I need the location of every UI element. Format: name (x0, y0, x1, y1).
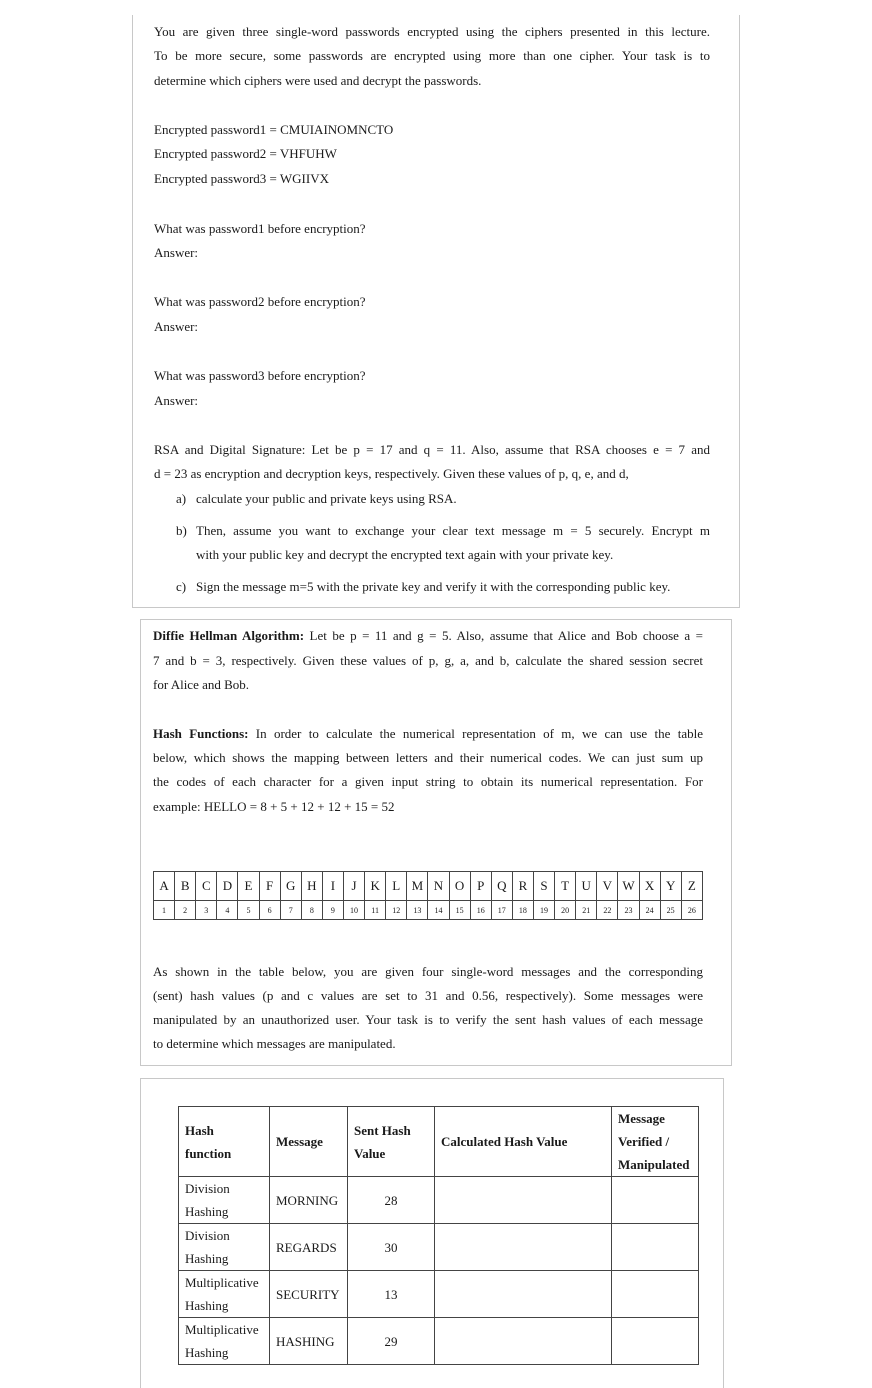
rsa-item-a: calculate your public and private keys using RSA. (196, 491, 457, 506)
verified-cell[interactable] (612, 1318, 699, 1365)
hash-intro-line: below, which shows the mapping between letters and their numerical codes. We can just sum up (153, 750, 703, 765)
letter-cell: T (555, 872, 576, 901)
rsa-item-b-cont: with your public key and decrypt the encrypted text again with your private key. (196, 547, 614, 562)
calculated-hash-cell[interactable] (435, 1318, 612, 1365)
letter-cell: K (365, 872, 386, 901)
code-cell: 3 (196, 901, 217, 920)
code-cell: 5 (238, 901, 259, 920)
hash-function-cell: Multiplicative Hashing (179, 1318, 270, 1365)
letter-cell: B (175, 872, 196, 901)
code-cell: 2 (175, 901, 196, 920)
rsa-item-marker: b) (176, 523, 187, 538)
letter-cell: E (238, 872, 259, 901)
verified-cell[interactable] (612, 1177, 699, 1224)
hash-task-line: to determine which messages are manipulated. (153, 1036, 396, 1051)
header-verified: Message Verified / Manipulated (612, 1107, 699, 1177)
diffie-line: 7 and b = 3, respectively. Given these values of p, g, a, and b, calculate the shared session secret (153, 653, 703, 668)
code-cell: 13 (407, 901, 428, 920)
code-cell: 9 (322, 901, 343, 920)
code-cell: 8 (301, 901, 322, 920)
letter-cell: C (196, 872, 217, 901)
letter-cell: Z (681, 872, 702, 901)
code-cell: 12 (386, 901, 407, 920)
sent-hash-cell: 29 (348, 1318, 435, 1365)
answer-label: Answer: (154, 393, 199, 408)
diffie-line: for Alice and Bob. (153, 677, 250, 692)
password-intro-line: determine which ciphers were used and decrypt the passwords. (154, 73, 482, 88)
question-password2: What was password2 before encryption? (154, 294, 366, 309)
letter-cell: M (407, 872, 428, 901)
password-intro-line: To be more secure, some passwords are encrypted using more than one cipher. Your task is to (154, 48, 710, 63)
rsa-item-c: Sign the message m=5 with the private key and verify it with the corresponding public key. (196, 579, 671, 594)
diffie-line (153, 628, 703, 644)
code-cell: 11 (365, 901, 386, 920)
letter-row (154, 872, 703, 901)
code-cell: 10 (343, 901, 364, 920)
diffie-heading: Diffie Hellman Algorithm: (153, 628, 305, 643)
hash-task-line: manipulated by an unauthorized user. Your task is to verify the sent hash values of each message (153, 1012, 703, 1027)
message-cell: HASHING (270, 1318, 348, 1365)
rsa-intro-line: d = 23 as encryption and decryption keys, respectively. Given these values of p, q, e, and d, (154, 466, 629, 481)
header-hash-function: Hash function (179, 1107, 270, 1177)
letter-cell: F (259, 872, 280, 901)
header-calculated-hash: Calculated Hash Value (435, 1107, 612, 1177)
letter-cell: Y (660, 872, 681, 901)
passwords-rsa-section (132, 15, 740, 608)
code-cell: 1 (154, 901, 175, 920)
hash-intro-line: the codes of each character for a given input string to obtain its numerical representation. For (153, 774, 703, 789)
letter-cell: Q (491, 872, 512, 901)
code-cell: 14 (428, 901, 449, 920)
diffie-text: Let be p = 11 and g = 5. Also, assume that Alice and Bob choose a = (304, 628, 703, 643)
answer-label: Answer: (154, 319, 199, 334)
header-message: Message (270, 1107, 348, 1177)
encrypted-password-3: Encrypted password3 = WGIIVX (154, 171, 329, 186)
table-row (179, 1318, 699, 1365)
rsa-intro-line: RSA and Digital Signature: Let be p = 17 and q = 11. Also, assume that RSA chooses e = 7 and (154, 442, 710, 457)
code-cell: 7 (280, 901, 301, 920)
letter-cell: G (280, 872, 301, 901)
message-cell: SECURITY (270, 1271, 348, 1318)
code-cell: 4 (217, 901, 238, 920)
letter-cell: A (154, 872, 175, 901)
hash-table (178, 1106, 699, 1365)
letter-cell: O (449, 872, 470, 901)
code-cell: 26 (681, 901, 702, 920)
table-row (179, 1224, 699, 1271)
hash-example: example: HELLO = 8 + 5 + 12 + 12 + 15 = 52 (153, 799, 395, 814)
message-cell: REGARDS (270, 1224, 348, 1271)
code-cell: 16 (470, 901, 491, 920)
verified-cell[interactable] (612, 1224, 699, 1271)
code-cell: 19 (533, 901, 554, 920)
code-cell: 24 (639, 901, 660, 920)
letter-cell: P (470, 872, 491, 901)
table-row (179, 1177, 699, 1224)
hash-intro-line (153, 726, 703, 742)
code-row (154, 901, 703, 920)
hash-intro-text: In order to calculate the numerical representation of m, we can use the table (248, 726, 703, 741)
letter-cell: V (597, 872, 618, 901)
answer-label: Answer: (154, 245, 199, 260)
letter-cell: R (512, 872, 533, 901)
code-cell: 20 (555, 901, 576, 920)
rsa-item-marker: a) (176, 491, 187, 506)
code-cell: 17 (491, 901, 512, 920)
code-cell: 21 (576, 901, 597, 920)
code-cell: 18 (512, 901, 533, 920)
letter-code-table (153, 871, 703, 920)
letter-cell: S (533, 872, 554, 901)
letter-cell: U (576, 872, 597, 901)
letter-cell: J (343, 872, 364, 901)
hash-task-line: As shown in the table below, you are given four single-word messages and the corresponding (153, 964, 703, 979)
code-cell: 23 (618, 901, 639, 920)
hash-heading: Hash Functions: (153, 726, 249, 741)
password-intro-line: You are given three single-word passwords encrypted using the ciphers presented in this lecture. (154, 24, 710, 39)
rsa-item-b: Then, assume you want to exchange your clear text message m = 5 securely. Encrypt m (196, 523, 710, 538)
letter-cell: N (428, 872, 449, 901)
letter-cell: X (639, 872, 660, 901)
calculated-hash-cell[interactable] (435, 1224, 612, 1271)
question-password3: What was password3 before encryption? (154, 368, 366, 383)
code-cell: 22 (597, 901, 618, 920)
table-row (179, 1271, 699, 1318)
letter-cell: H (301, 872, 322, 901)
hash-function-cell: Division Hashing (179, 1224, 270, 1271)
hash-function-cell: Multiplicative Hashing (179, 1271, 270, 1318)
question-password1: What was password1 before encryption? (154, 221, 366, 236)
hash-function-cell: Division Hashing (179, 1177, 270, 1224)
encrypted-password-1: Encrypted password1 = CMUIAINOMNCTO (154, 122, 394, 137)
encrypted-password-2: Encrypted password2 = VHFUHW (154, 146, 337, 161)
calculated-hash-cell[interactable] (435, 1271, 612, 1318)
rsa-item-marker: c) (176, 579, 187, 594)
code-cell: 25 (660, 901, 681, 920)
code-cell: 15 (449, 901, 470, 920)
header-sent-hash: Sent Hash Value (348, 1107, 435, 1177)
sent-hash-cell: 28 (348, 1177, 435, 1224)
verified-cell[interactable] (612, 1271, 699, 1318)
sent-hash-cell: 30 (348, 1224, 435, 1271)
calculated-hash-cell[interactable] (435, 1177, 612, 1224)
letter-cell: I (322, 872, 343, 901)
letter-cell: L (386, 872, 407, 901)
code-cell: 6 (259, 901, 280, 920)
sent-hash-cell: 13 (348, 1271, 435, 1318)
hash-table-header (179, 1107, 699, 1177)
message-cell: MORNING (270, 1177, 348, 1224)
letter-cell: D (217, 872, 238, 901)
hash-task-line: (sent) hash values (p and c values are set to 31 and 0.56, respectively). Some messages were (153, 988, 703, 1003)
letter-cell: W (618, 872, 639, 901)
